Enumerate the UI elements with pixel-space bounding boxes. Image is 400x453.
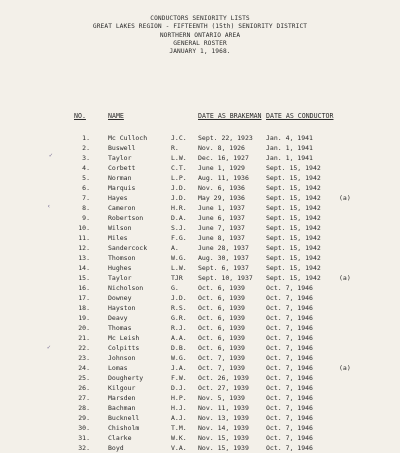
row-initials: R.S. bbox=[171, 304, 187, 312]
row-conductor-date: Oct. 7, 1946 bbox=[266, 304, 313, 312]
row-initials: R. bbox=[171, 144, 179, 152]
row-name: Downey bbox=[108, 294, 132, 302]
row-initials: A.J. bbox=[171, 414, 187, 422]
table-row bbox=[0, 413, 400, 423]
row-conductor-date: Sept. 15, 1942 bbox=[266, 234, 321, 242]
row-name: Corbett bbox=[108, 164, 136, 172]
row-conductor-date: Jan. 1, 1941 bbox=[266, 144, 313, 152]
row-conductor-date: Sept. 15, 1942 bbox=[266, 164, 321, 172]
row-number: 22. bbox=[78, 344, 90, 352]
row-brakeman-date: Oct. 7, 1939 bbox=[198, 364, 245, 372]
row-brakeman-date: Nov. 13, 1939 bbox=[198, 414, 249, 422]
row-name: Mc Leish bbox=[108, 334, 140, 342]
row-conductor-date: Oct. 7, 1946 bbox=[266, 284, 313, 292]
row-conductor-date: Sept. 15, 1942 bbox=[266, 244, 321, 252]
row-number: 32. bbox=[78, 444, 90, 452]
row-brakeman-date: June 28, 1937 bbox=[198, 244, 249, 252]
row-conductor-date: Oct. 7, 1946 bbox=[266, 434, 313, 442]
row-note: (a) bbox=[339, 194, 351, 202]
row-conductor-date: Oct. 7, 1946 bbox=[266, 404, 313, 412]
row-number: 6. bbox=[82, 184, 90, 192]
row-conductor-date: Oct. 7, 1946 bbox=[266, 384, 313, 392]
row-name: Miles bbox=[108, 234, 128, 242]
row-number: 26. bbox=[78, 384, 90, 392]
row-name: Boyd bbox=[108, 444, 124, 452]
table-row bbox=[0, 443, 400, 453]
row-conductor-date: Sept. 15, 1942 bbox=[266, 274, 321, 282]
row-initials: R.J. bbox=[171, 324, 187, 332]
row-note: (a) bbox=[339, 274, 351, 282]
row-initials: D.J. bbox=[171, 384, 187, 392]
row-brakeman-date: June 8, 1937 bbox=[198, 234, 245, 242]
pen-check-mark: ‹ bbox=[47, 203, 51, 210]
row-brakeman-date: Oct. 6, 1939 bbox=[198, 304, 245, 312]
table-row bbox=[0, 243, 400, 253]
table-row bbox=[0, 423, 400, 433]
row-brakeman-date: Oct. 6, 1939 bbox=[198, 324, 245, 332]
row-initials: S.J. bbox=[171, 224, 187, 232]
table-row bbox=[0, 133, 400, 143]
row-initials: F.G. bbox=[171, 234, 187, 242]
row-brakeman-date: Oct. 6, 1939 bbox=[198, 314, 245, 322]
table-row bbox=[0, 373, 400, 383]
row-initials: G.R. bbox=[171, 314, 187, 322]
row-name: Johnson bbox=[108, 354, 136, 362]
row-name: Robertson bbox=[108, 214, 144, 222]
row-number: 29. bbox=[78, 414, 90, 422]
row-conductor-date: Oct. 7, 1946 bbox=[266, 334, 313, 342]
row-brakeman-date: Nov. 14, 1939 bbox=[198, 424, 249, 432]
row-initials: T.M. bbox=[171, 424, 187, 432]
row-initials: V.A. bbox=[171, 444, 187, 452]
row-brakeman-date: Dec. 16, 1927 bbox=[198, 154, 249, 162]
row-initials: H.J. bbox=[171, 404, 187, 412]
row-name: Dougherty bbox=[108, 374, 144, 382]
row-number: 23. bbox=[78, 354, 90, 362]
row-conductor-date: Sept. 15, 1942 bbox=[266, 194, 321, 202]
seniority-table bbox=[0, 133, 400, 453]
header-region: GREAT LAKES REGION - FIFTEENTH (15th) SENIORITY DISTRICT bbox=[92, 23, 308, 31]
row-initials: J.D. bbox=[171, 194, 187, 202]
row-number: 3. bbox=[82, 154, 90, 162]
row-initials: W.G. bbox=[171, 354, 187, 362]
row-conductor-date: Oct. 7, 1946 bbox=[266, 354, 313, 362]
row-brakeman-date: Oct. 6, 1939 bbox=[198, 344, 245, 352]
row-brakeman-date: Nov. 11, 1939 bbox=[198, 404, 249, 412]
pen-check-mark: ✓ bbox=[49, 152, 53, 159]
row-brakeman-date: Oct. 26, 1939 bbox=[198, 374, 249, 382]
row-number: 5. bbox=[82, 174, 90, 182]
row-conductor-date: Oct. 7, 1946 bbox=[266, 364, 313, 372]
row-conductor-date: Oct. 7, 1946 bbox=[266, 414, 313, 422]
row-name: Marquis bbox=[108, 184, 136, 192]
row-initials: J.C. bbox=[171, 134, 187, 142]
table-row bbox=[0, 393, 400, 403]
row-initials: L.W. bbox=[171, 154, 187, 162]
row-brakeman-date: May 29, 1936 bbox=[198, 194, 245, 202]
row-number: 19. bbox=[78, 314, 90, 322]
row-number: 30. bbox=[78, 424, 90, 432]
table-row bbox=[0, 273, 400, 283]
column-header-brakeman: DATE AS BRAKEMAN bbox=[198, 112, 262, 120]
row-conductor-date: Jan. 1, 1941 bbox=[266, 154, 313, 162]
column-header-conductor: DATE AS CONDUCTOR bbox=[266, 112, 334, 120]
row-name: Lomas bbox=[108, 364, 128, 372]
row-number: 10. bbox=[78, 224, 90, 232]
row-conductor-date: Oct. 7, 1946 bbox=[266, 394, 313, 402]
row-name: Deavy bbox=[108, 314, 128, 322]
row-number: 28. bbox=[78, 404, 90, 412]
row-initials: D.B. bbox=[171, 344, 187, 352]
row-brakeman-date: Nov. 15, 1939 bbox=[198, 434, 249, 442]
row-number: 1. bbox=[82, 134, 90, 142]
row-conductor-date: Sept. 15, 1942 bbox=[266, 204, 321, 212]
row-conductor-date: Sept. 15, 1942 bbox=[266, 224, 321, 232]
row-name: Nicholson bbox=[108, 284, 144, 292]
row-note: (a) bbox=[339, 364, 351, 372]
row-initials: J.D. bbox=[171, 184, 187, 192]
table-row bbox=[0, 343, 400, 353]
table-row bbox=[0, 183, 400, 193]
row-conductor-date: Oct. 7, 1946 bbox=[266, 324, 313, 332]
table-row bbox=[0, 143, 400, 153]
row-name: Taylor bbox=[108, 274, 132, 282]
row-brakeman-date: Nov. 5, 1939 bbox=[198, 394, 245, 402]
row-initials: A. bbox=[171, 244, 179, 252]
row-initials: L.W. bbox=[171, 264, 187, 272]
row-initials: W.K. bbox=[171, 434, 187, 442]
row-initials: J.D. bbox=[171, 294, 187, 302]
row-brakeman-date: Nov. 8, 1926 bbox=[198, 144, 245, 152]
row-conductor-date: Sept. 15, 1942 bbox=[266, 264, 321, 272]
row-brakeman-date: Oct. 6, 1939 bbox=[198, 334, 245, 342]
row-name: Thomas bbox=[108, 324, 132, 332]
row-initials: A.A. bbox=[171, 334, 187, 342]
row-name: Kilgour bbox=[108, 384, 136, 392]
row-number: 8. bbox=[82, 204, 90, 212]
row-initials: W.G. bbox=[171, 254, 187, 262]
table-row bbox=[0, 203, 400, 213]
header-date: JANUARY 1, 1968. bbox=[169, 48, 231, 56]
row-conductor-date: Oct. 7, 1946 bbox=[266, 314, 313, 322]
row-initials: D.A. bbox=[171, 214, 187, 222]
row-name: Clarke bbox=[108, 434, 132, 442]
row-number: 4. bbox=[82, 164, 90, 172]
table-row bbox=[0, 253, 400, 263]
table-row bbox=[0, 433, 400, 443]
row-brakeman-date: Sept. 22, 1923 bbox=[198, 134, 253, 142]
row-conductor-date: Sept. 15, 1942 bbox=[266, 184, 321, 192]
row-name: Bachman bbox=[108, 404, 136, 412]
row-initials: TJR bbox=[171, 274, 183, 282]
row-name: Hughes bbox=[108, 264, 132, 272]
table-row bbox=[0, 323, 400, 333]
row-brakeman-date: Aug. 30, 1937 bbox=[198, 254, 249, 262]
table-row bbox=[0, 333, 400, 343]
row-brakeman-date: Oct. 6, 1939 bbox=[198, 284, 245, 292]
row-initials: G. bbox=[171, 284, 179, 292]
row-number: 18. bbox=[78, 304, 90, 312]
table-row bbox=[0, 223, 400, 233]
row-conductor-date: Oct. 7, 1946 bbox=[266, 344, 313, 352]
row-initials: L.P. bbox=[171, 174, 187, 182]
row-name: Thomson bbox=[108, 254, 136, 262]
row-conductor-date: Oct. 7, 1946 bbox=[266, 424, 313, 432]
row-conductor-date: Oct. 7, 1946 bbox=[266, 374, 313, 382]
row-number: 17. bbox=[78, 294, 90, 302]
table-row bbox=[0, 193, 400, 203]
row-conductor-date: Oct. 7, 1946 bbox=[266, 294, 313, 302]
row-number: 15. bbox=[78, 274, 90, 282]
row-brakeman-date: Nov. 15, 1939 bbox=[198, 444, 249, 452]
row-number: 27. bbox=[78, 394, 90, 402]
row-brakeman-date: Nov. 6, 1936 bbox=[198, 184, 245, 192]
table-row bbox=[0, 163, 400, 173]
row-brakeman-date: Aug. 11, 1936 bbox=[198, 174, 249, 182]
row-number: 21. bbox=[78, 334, 90, 342]
row-conductor-date: Sept. 15, 1942 bbox=[266, 254, 321, 262]
table-row bbox=[0, 173, 400, 183]
table-row bbox=[0, 213, 400, 223]
table-row bbox=[0, 153, 400, 163]
row-name: Wilson bbox=[108, 224, 132, 232]
table-row bbox=[0, 383, 400, 393]
table-row bbox=[0, 263, 400, 273]
table-row bbox=[0, 403, 400, 413]
row-name: Bucknell bbox=[108, 414, 140, 422]
table-row bbox=[0, 233, 400, 243]
row-number: 2. bbox=[82, 144, 90, 152]
row-number: 25. bbox=[78, 374, 90, 382]
row-brakeman-date: Oct. 6, 1939 bbox=[198, 294, 245, 302]
row-initials: H.P. bbox=[171, 394, 187, 402]
row-name: Norman bbox=[108, 174, 132, 182]
document-header bbox=[0, 15, 400, 56]
row-brakeman-date: Sept. 10, 1937 bbox=[198, 274, 253, 282]
row-brakeman-date: June 1, 1929 bbox=[198, 164, 245, 172]
row-brakeman-date: June 7, 1937 bbox=[198, 224, 245, 232]
table-row bbox=[0, 303, 400, 313]
row-name: Taylor bbox=[108, 154, 132, 162]
row-number: 20. bbox=[78, 324, 90, 332]
table-row bbox=[0, 313, 400, 323]
row-number: 16. bbox=[78, 284, 90, 292]
row-name: Marsden bbox=[108, 394, 136, 402]
row-brakeman-date: Oct. 27, 1939 bbox=[198, 384, 249, 392]
row-name: Cameron bbox=[108, 204, 136, 212]
row-initials: C.T. bbox=[171, 164, 187, 172]
header-area: NORTHERN ONTARIO AREA bbox=[159, 31, 241, 39]
row-number: 9. bbox=[82, 214, 90, 222]
header-title: CONDUCTORS SENIORITY LISTS bbox=[150, 15, 250, 22]
row-name: Sandercock bbox=[108, 244, 148, 252]
row-name: Hayston bbox=[108, 304, 136, 312]
row-name: Chisholm bbox=[108, 424, 140, 432]
row-name: Colpitts bbox=[108, 344, 140, 352]
row-name: Hayes bbox=[108, 194, 128, 202]
row-initials: J.A. bbox=[171, 364, 187, 372]
row-number: 11. bbox=[78, 234, 90, 242]
row-brakeman-date: June 1, 1937 bbox=[198, 204, 245, 212]
column-header-no: NO. bbox=[74, 112, 86, 120]
row-number: 14. bbox=[78, 264, 90, 272]
row-number: 24. bbox=[78, 364, 90, 372]
table-row bbox=[0, 283, 400, 293]
row-conductor-date: Jan. 4, 1941 bbox=[266, 134, 313, 142]
row-brakeman-date: Oct. 7, 1939 bbox=[198, 354, 245, 362]
pen-check-mark: ✓ bbox=[47, 344, 51, 351]
row-brakeman-date: June 6, 1937 bbox=[198, 214, 245, 222]
table-row bbox=[0, 363, 400, 373]
row-conductor-date: Sept. 15, 1942 bbox=[266, 174, 321, 182]
column-header-name: NAME bbox=[108, 112, 124, 120]
row-initials: H.R. bbox=[171, 204, 187, 212]
row-conductor-date: Sept. 15, 1942 bbox=[266, 214, 321, 222]
row-number: 13. bbox=[78, 254, 90, 262]
row-initials: F.W. bbox=[171, 374, 187, 382]
row-number: 12. bbox=[78, 244, 90, 252]
table-row bbox=[0, 293, 400, 303]
row-number: 31. bbox=[78, 434, 90, 442]
row-number: 7. bbox=[82, 194, 90, 202]
row-name: Mc Culloch bbox=[108, 134, 148, 142]
row-brakeman-date: Sept. 6, 1937 bbox=[198, 264, 249, 272]
row-conductor-date: Oct. 7, 1946 bbox=[266, 444, 313, 452]
row-name: Buswell bbox=[108, 144, 136, 152]
header-roster: GENERAL ROSTER bbox=[173, 39, 227, 47]
table-row bbox=[0, 353, 400, 363]
